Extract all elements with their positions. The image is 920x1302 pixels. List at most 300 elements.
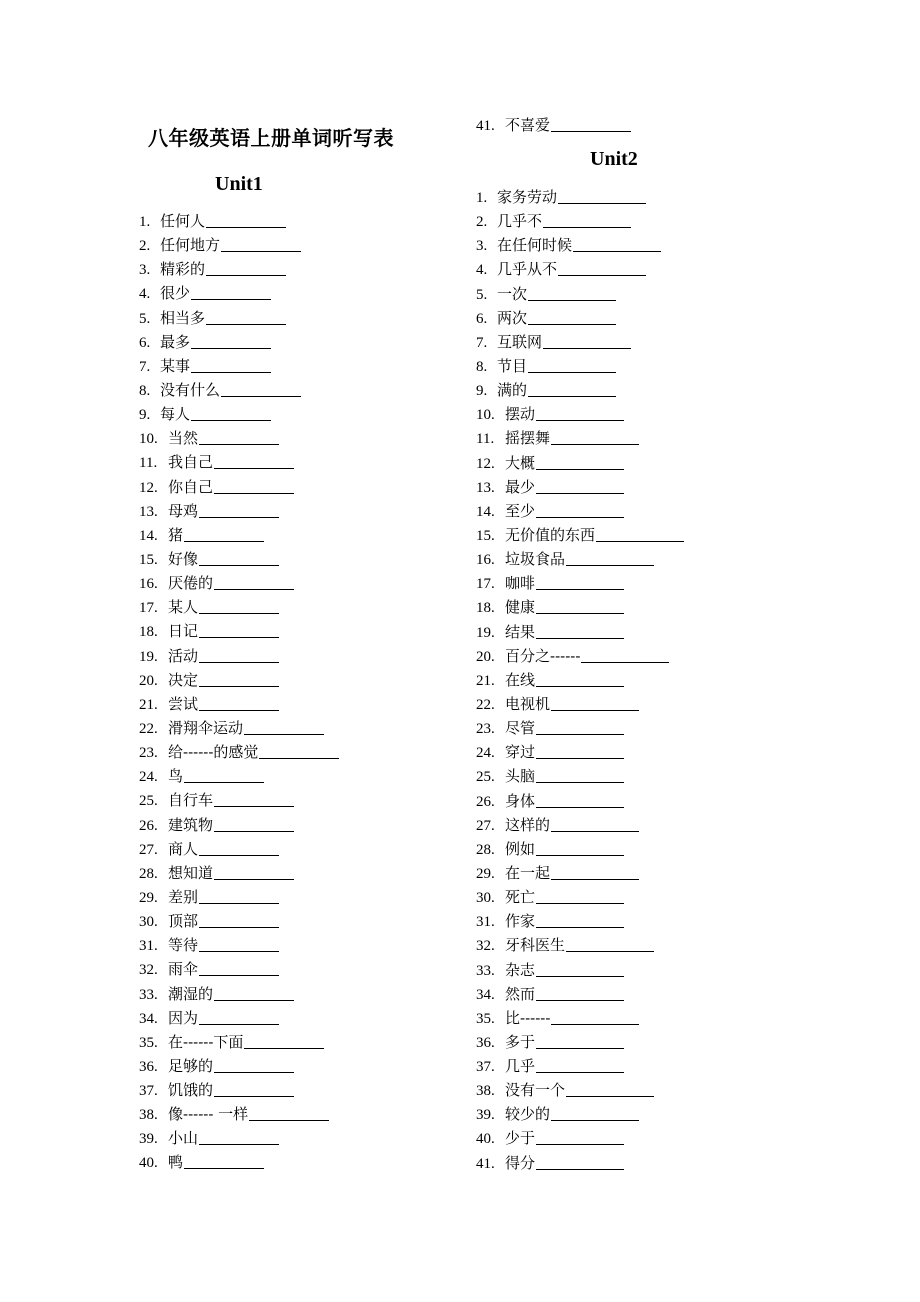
answer-blank[interactable]	[214, 865, 294, 880]
item-word: 最少	[505, 477, 536, 496]
answer-blank[interactable]	[199, 913, 279, 928]
item-word: 较少的	[505, 1105, 551, 1124]
item-number: 8.	[139, 382, 151, 399]
item-word: 最多	[160, 332, 191, 351]
answer-blank[interactable]	[206, 310, 286, 325]
item-number: 18.	[476, 600, 495, 617]
answer-blank[interactable]	[199, 551, 279, 566]
item-number: 5.	[476, 286, 488, 303]
unit1-item	[139, 499, 339, 523]
answer-blank[interactable]	[199, 599, 279, 614]
item-word: 潮湿的	[168, 984, 214, 1003]
answer-blank[interactable]	[566, 937, 654, 952]
unit1-item	[139, 475, 339, 499]
answer-blank[interactable]	[206, 261, 286, 276]
item-word: 至少	[505, 501, 536, 520]
unit2-item	[476, 475, 684, 499]
answer-blank[interactable]	[536, 1034, 624, 1049]
unit1-item	[139, 1150, 339, 1174]
item-number: 19.	[476, 624, 495, 641]
item-word: 活动	[168, 646, 199, 665]
unit1-item	[139, 619, 339, 643]
unit2-item	[476, 451, 684, 475]
answer-blank[interactable]	[573, 237, 661, 252]
answer-blank[interactable]	[558, 261, 646, 276]
item-word: 节目	[497, 356, 528, 375]
answer-blank[interactable]	[221, 237, 301, 252]
item-word: 得分	[505, 1153, 536, 1172]
item-number: 25.	[139, 793, 158, 810]
unit2-item	[476, 789, 684, 813]
answer-blank[interactable]	[536, 624, 624, 639]
unit1-heading: Unit1	[215, 173, 263, 195]
item-word: 厌倦的	[168, 574, 214, 593]
item-number: 31.	[139, 938, 158, 955]
item-word: 建筑物	[168, 815, 214, 834]
item-number: 35.	[139, 1034, 158, 1051]
item-number: 22.	[476, 696, 495, 713]
unit1-item	[139, 1078, 339, 1102]
item-number: 13.	[139, 503, 158, 520]
unit1-item	[139, 523, 339, 547]
item-number: 38.	[476, 1083, 495, 1100]
unit1-item	[139, 450, 339, 474]
item-number: 37.	[476, 1059, 495, 1076]
unit1-item	[139, 330, 339, 354]
item-word: 摆动	[505, 405, 536, 424]
answer-blank[interactable]	[191, 358, 271, 373]
item-word: 无价值的东西	[505, 525, 596, 544]
item-word: 死亡	[505, 888, 536, 907]
item-number: 24.	[476, 745, 495, 762]
item-number: 28.	[476, 841, 495, 858]
unit2-heading: Unit2	[590, 148, 638, 170]
answer-blank[interactable]	[536, 889, 624, 904]
page-title: 八年级英语上册单词听写表	[148, 126, 394, 150]
item-word: 差别	[168, 887, 199, 906]
item-number: 37.	[139, 1083, 158, 1100]
item-word: 这样的	[505, 815, 551, 834]
unit2-item	[476, 644, 684, 668]
answer-blank[interactable]	[199, 648, 279, 663]
item-word: 少于	[505, 1129, 536, 1148]
item-number: 4.	[139, 286, 151, 303]
item-word: 没有什么	[160, 380, 221, 399]
item-word: 你自己	[168, 477, 214, 496]
item-number: 20.	[476, 648, 495, 665]
item-word: 健康	[505, 598, 536, 617]
answer-blank[interactable]	[551, 865, 639, 880]
answer-blank[interactable]	[528, 286, 616, 301]
item-number: 30.	[476, 890, 495, 907]
answer-blank[interactable]	[536, 986, 624, 1001]
answer-blank[interactable]	[551, 817, 639, 832]
item-word: 每人	[160, 405, 191, 424]
answer-blank[interactable]	[536, 406, 624, 421]
item-word: 商人	[168, 839, 199, 858]
unit1-item	[139, 982, 339, 1006]
item-number: 33.	[476, 962, 495, 979]
item-word: 某事	[160, 356, 191, 375]
answer-blank[interactable]	[536, 841, 624, 856]
unit2-item	[476, 1078, 684, 1102]
answer-blank[interactable]	[214, 479, 294, 494]
unit2-item	[476, 933, 684, 957]
answer-blank[interactable]	[566, 551, 654, 566]
unit1-item	[139, 764, 339, 788]
answer-blank[interactable]	[596, 527, 684, 542]
item-number: 10.	[476, 407, 495, 424]
unit2-item	[476, 426, 684, 450]
answer-blank[interactable]	[259, 744, 339, 759]
item-word: 一次	[497, 284, 528, 303]
answer-blank[interactable]	[536, 479, 624, 494]
item-number: 23.	[139, 745, 158, 762]
item-number: 5.	[139, 310, 151, 327]
item-word: 咖啡	[505, 574, 536, 593]
answer-blank[interactable]	[244, 1034, 324, 1049]
answer-blank[interactable]	[191, 285, 271, 300]
item-word: 等待	[168, 936, 199, 955]
answer-blank[interactable]	[199, 623, 279, 638]
unit1-item	[139, 1126, 339, 1150]
item-number: 21.	[139, 696, 158, 713]
item-number: 39.	[476, 1107, 495, 1124]
answer-blank[interactable]	[566, 1082, 654, 1097]
item-word: 任何地方	[160, 236, 221, 255]
item-number: 22.	[139, 720, 158, 737]
unit2-item	[476, 909, 684, 933]
item-word: 因为	[168, 1008, 199, 1027]
item-number: 40.	[476, 1131, 495, 1148]
item-number: 7.	[476, 334, 488, 351]
item-number: 1.	[476, 190, 488, 206]
answer-blank[interactable]	[536, 455, 624, 470]
answer-blank[interactable]	[214, 1058, 294, 1073]
answer-blank[interactable]	[536, 720, 624, 735]
item-number: 36.	[476, 1034, 495, 1051]
item-word: 互联网	[497, 332, 543, 351]
item-number: 24.	[139, 769, 158, 786]
answer-blank[interactable]	[214, 1082, 294, 1097]
item-number: 27.	[476, 817, 495, 834]
answer-blank[interactable]	[191, 406, 271, 421]
unit1-item	[139, 378, 339, 402]
answer-blank[interactable]	[536, 913, 624, 928]
answer-blank[interactable]	[214, 454, 294, 469]
item-number: 35.	[476, 1010, 495, 1027]
unit1-item	[139, 595, 339, 619]
answer-blank[interactable]	[536, 1155, 624, 1170]
item-number: 25.	[476, 769, 495, 786]
item-word: 滑翔伞运动	[168, 718, 244, 737]
item-word: 像------ 一样	[168, 1105, 249, 1124]
item-word: 几乎从不	[497, 260, 558, 279]
item-number: 40.	[139, 1155, 158, 1172]
item-number: 8.	[476, 358, 488, 375]
item-word: 顶部	[168, 912, 199, 931]
item-number: 1.	[139, 214, 151, 230]
item-word: 鸭	[168, 1153, 184, 1172]
unit1-item	[139, 957, 339, 981]
unit2-item	[476, 595, 684, 619]
item-number: 32.	[139, 962, 158, 979]
answer-blank[interactable]	[528, 382, 616, 397]
item-number: 6.	[139, 334, 151, 351]
item-word: 电视机	[505, 694, 551, 713]
answer-blank[interactable]	[199, 937, 279, 952]
unit2-item	[476, 982, 684, 1006]
item-word: 牙科医生	[505, 936, 566, 955]
item-number: 18.	[139, 624, 158, 641]
unit1-item	[139, 692, 339, 716]
answer-blank[interactable]	[199, 696, 279, 711]
unit2-item	[476, 499, 684, 523]
item-number: 16.	[139, 576, 158, 593]
answer-blank[interactable]	[536, 599, 624, 614]
item-word: 任何人	[160, 212, 206, 230]
item-number: 15.	[139, 551, 158, 568]
item-number: 14.	[476, 503, 495, 520]
unit2-item	[476, 1102, 684, 1126]
answer-blank[interactable]	[536, 575, 624, 590]
item-word: 比------	[505, 1008, 551, 1027]
unit1-item	[139, 837, 339, 861]
answer-blank[interactable]	[581, 648, 669, 663]
item-number: 20.	[139, 672, 158, 689]
item-number: 29.	[139, 889, 158, 906]
answer-blank[interactable]	[528, 310, 616, 325]
unit2-item	[476, 764, 684, 788]
unit1-item	[139, 644, 339, 668]
answer-blank[interactable]	[543, 213, 631, 228]
unit1-item	[139, 740, 339, 764]
item-number: 29.	[476, 865, 495, 882]
answer-blank[interactable]	[184, 768, 264, 783]
answer-blank[interactable]	[536, 503, 624, 518]
item-word: 杂志	[505, 960, 536, 979]
unit1-item	[139, 716, 339, 740]
answer-blank[interactable]	[206, 213, 286, 228]
unit2-item	[476, 185, 684, 209]
unit2-item	[476, 282, 684, 306]
answer-blank[interactable]	[214, 817, 294, 832]
unit2-item	[476, 378, 684, 402]
unit2-item	[476, 861, 684, 885]
item-number: 4.	[476, 262, 488, 279]
item-word: 雨伞	[168, 960, 199, 979]
unit1-item-41	[476, 113, 631, 137]
unit1-item	[139, 813, 339, 837]
unit1-item	[139, 1030, 339, 1054]
item-word: 身体	[505, 791, 536, 810]
item-number: 3.	[476, 238, 488, 255]
item-number: 10.	[139, 431, 158, 448]
unit2-item	[476, 402, 684, 426]
item-word: 作家	[505, 912, 536, 931]
item-number: 33.	[139, 986, 158, 1003]
unit2-item	[476, 209, 684, 233]
answer-blank[interactable]	[536, 1058, 624, 1073]
item-word: 在线	[505, 670, 536, 689]
answer-blank[interactable]	[551, 430, 639, 445]
unit2-item	[476, 837, 684, 861]
answer-blank[interactable]	[184, 527, 264, 542]
unit1-item	[139, 885, 339, 909]
answer-blank[interactable]	[199, 672, 279, 687]
unit2-item	[476, 885, 684, 909]
item-word: 垃圾食品	[505, 550, 566, 569]
answer-blank[interactable]	[199, 1010, 279, 1025]
answer-blank[interactable]	[551, 696, 639, 711]
answer-blank[interactable]	[199, 1130, 279, 1145]
unit2-item	[476, 233, 684, 257]
unit2-item	[476, 1054, 684, 1078]
unit1-item	[139, 909, 339, 933]
item-word: 没有一个	[505, 1081, 566, 1100]
answer-blank[interactable]	[536, 672, 624, 687]
item-word: 穿过	[505, 743, 536, 762]
answer-blank[interactable]	[199, 889, 279, 904]
unit1-item	[139, 668, 339, 692]
unit2-item	[476, 813, 684, 837]
unit2-item	[476, 257, 684, 281]
item-word: 摇摆舞	[505, 429, 551, 448]
item-word: 在任何时候	[497, 236, 573, 255]
answer-blank[interactable]	[184, 1154, 264, 1169]
item-word: 然而	[505, 984, 536, 1003]
item-word: 当然	[168, 429, 199, 448]
answer-blank[interactable]	[199, 503, 279, 518]
unit2-item	[476, 354, 684, 378]
item-number: 36.	[139, 1058, 158, 1075]
item-number: 2.	[139, 238, 151, 255]
item-number: 19.	[139, 648, 158, 665]
unit2-item	[476, 740, 684, 764]
item-number: 26.	[476, 793, 495, 810]
item-number: 11.	[139, 455, 158, 472]
answer-blank[interactable]	[543, 334, 631, 349]
unit1-item	[139, 306, 339, 330]
item-number: 26.	[139, 817, 158, 834]
item-number: 12.	[139, 479, 158, 496]
item-word: 母鸡	[168, 501, 199, 520]
unit1-item	[139, 233, 339, 257]
item-number: 38.	[139, 1107, 158, 1124]
answer-blank[interactable]	[551, 1106, 639, 1121]
unit1-item	[139, 402, 339, 426]
item-word: 自行车	[168, 791, 214, 810]
answer-blank[interactable]	[214, 986, 294, 1001]
item-word: 鸟	[168, 767, 184, 786]
unit2-item	[476, 306, 684, 330]
unit2-word-list	[476, 185, 684, 1175]
item-number: 14.	[139, 527, 158, 544]
unit1-word-list	[139, 209, 339, 1175]
answer-blank[interactable]	[551, 117, 631, 132]
item-word: 家务劳动	[497, 188, 558, 206]
answer-blank[interactable]	[191, 334, 271, 349]
answer-blank[interactable]	[199, 961, 279, 976]
item-number: 16.	[476, 552, 495, 569]
item-number: 11.	[476, 431, 495, 448]
item-word: 想知道	[168, 863, 214, 882]
answer-blank[interactable]	[221, 382, 301, 397]
item-number: 6.	[476, 310, 488, 327]
item-number: 23.	[476, 721, 495, 738]
unit1-item	[139, 257, 339, 281]
answer-blank[interactable]	[528, 358, 616, 373]
answer-blank[interactable]	[536, 1130, 624, 1145]
answer-blank[interactable]	[536, 744, 624, 759]
item-word: 多于	[505, 1032, 536, 1051]
answer-blank[interactable]	[199, 841, 279, 856]
item-word: 好像	[168, 549, 199, 568]
answer-blank[interactable]	[551, 1010, 639, 1025]
unit1-item	[139, 426, 339, 450]
answer-blank[interactable]	[214, 575, 294, 590]
answer-blank[interactable]	[214, 792, 294, 807]
item-word: 不喜爱	[505, 116, 551, 134]
item-word: 某人	[168, 598, 199, 617]
item-number: 34.	[476, 986, 495, 1003]
item-number: 21.	[476, 672, 495, 689]
unit1-item	[139, 788, 339, 812]
item-number: 3.	[139, 262, 151, 279]
item-word: 饥饿的	[168, 1081, 214, 1100]
item-word: 在------下面	[168, 1032, 244, 1051]
item-number: 2.	[476, 214, 488, 231]
answer-blank[interactable]	[244, 720, 324, 735]
answer-blank[interactable]	[558, 189, 646, 204]
unit2-item	[476, 620, 684, 644]
answer-blank[interactable]	[199, 430, 279, 445]
answer-blank[interactable]	[536, 962, 624, 977]
answer-blank[interactable]	[249, 1106, 329, 1121]
item-number: 9.	[476, 383, 488, 400]
unit1-item	[139, 281, 339, 305]
item-word: 大概	[505, 453, 536, 472]
item-number: 9.	[139, 407, 151, 424]
unit2-item	[476, 1030, 684, 1054]
item-word: 满的	[497, 381, 528, 400]
item-number: 41.	[476, 1155, 495, 1172]
unit1-item	[139, 1054, 339, 1078]
unit2-item	[476, 523, 684, 547]
unit2-item	[476, 1151, 684, 1175]
item-number: 28.	[139, 865, 158, 882]
unit1-item	[139, 1006, 339, 1030]
item-word: 猪	[168, 525, 184, 544]
unit2-item	[476, 716, 684, 740]
item-word: 给------的感觉	[168, 743, 259, 762]
item-number: 41.	[476, 118, 495, 134]
item-word: 例如	[505, 839, 536, 858]
answer-blank[interactable]	[536, 768, 624, 783]
unit2-item	[476, 958, 684, 982]
item-word: 两次	[497, 308, 528, 327]
item-word: 几乎不	[497, 212, 543, 231]
item-word: 足够的	[168, 1056, 214, 1075]
unit1-item	[139, 1102, 339, 1126]
unit1-item	[139, 354, 339, 378]
item-number: 13.	[476, 479, 495, 496]
answer-blank[interactable]	[536, 793, 624, 808]
unit2-item	[476, 330, 684, 354]
unit1-item	[139, 571, 339, 595]
item-number: 30.	[139, 914, 158, 931]
item-number: 32.	[476, 938, 495, 955]
